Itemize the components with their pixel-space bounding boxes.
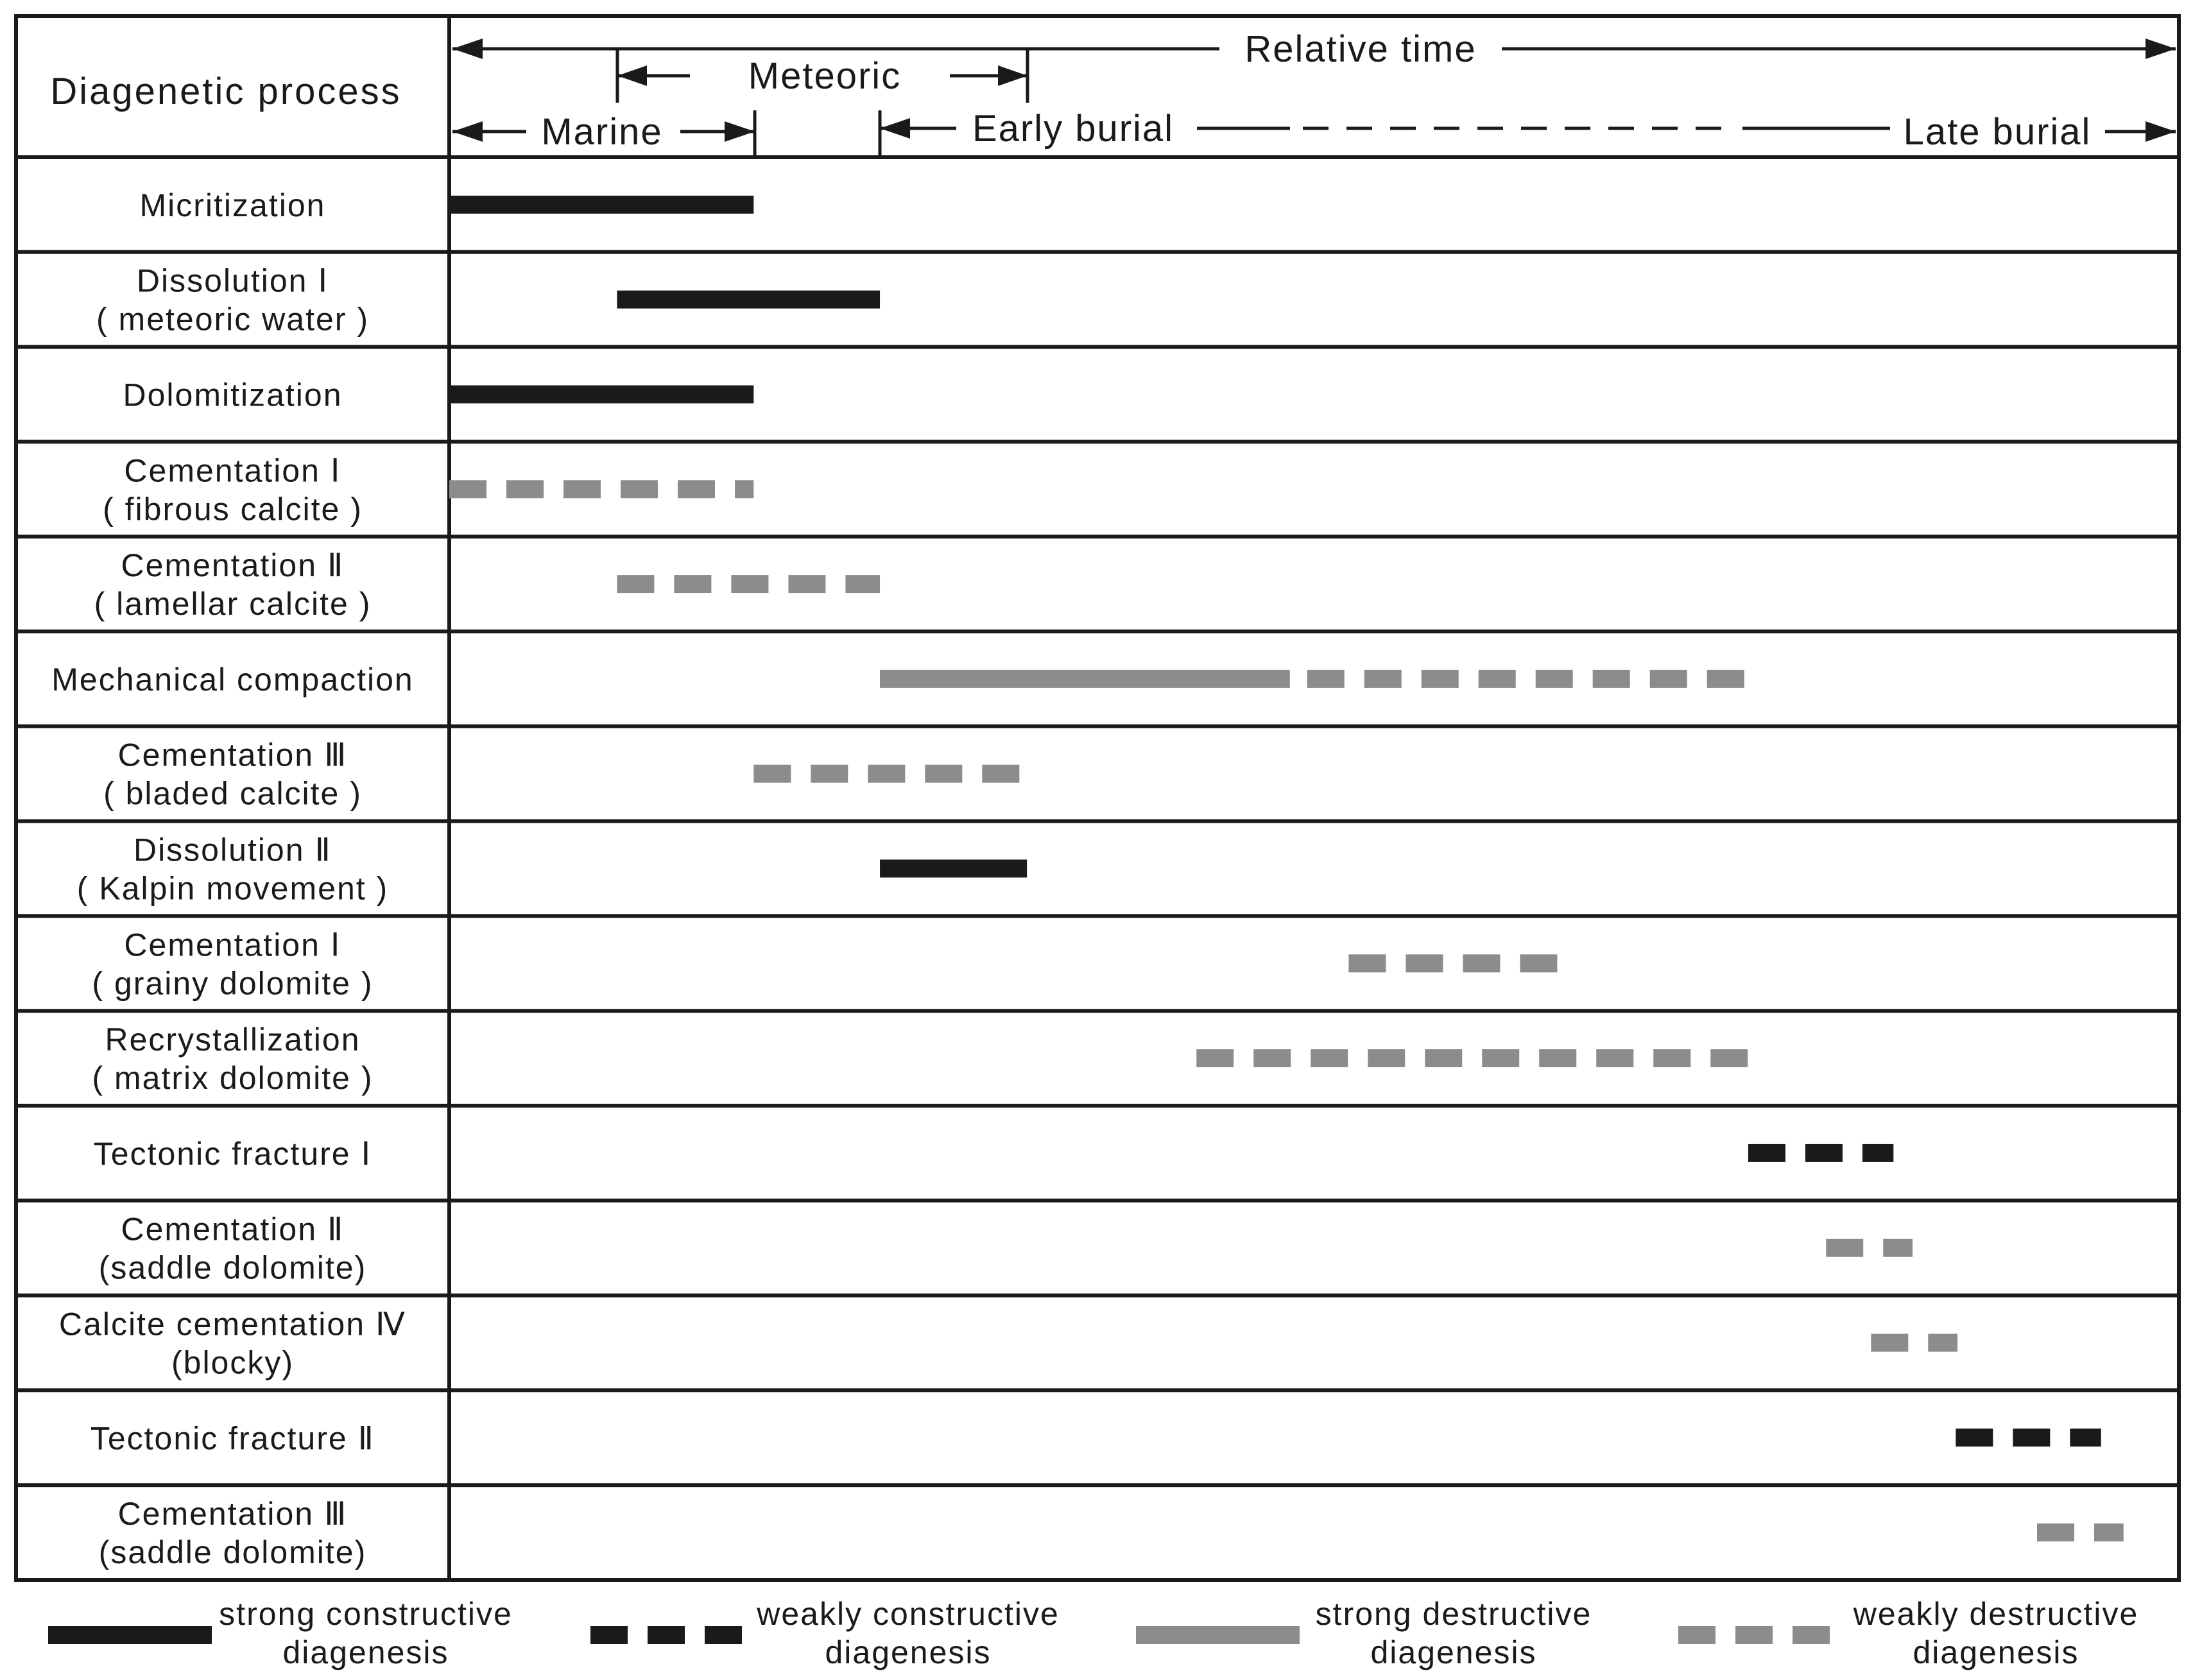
bar-dash [1710, 1049, 1748, 1067]
process-name: Cementation Ⅰ [124, 452, 341, 489]
arrow-right-icon [998, 65, 1028, 86]
bar-dash [1653, 1049, 1690, 1067]
relative-time-label: Relative time [1244, 28, 1477, 70]
bar-dash [2013, 1428, 2050, 1446]
bar-dash [1253, 1049, 1291, 1067]
legend-label: weakly destructive [1853, 1596, 2139, 1632]
late-burial-span [1904, 111, 2176, 153]
bar-segment [48, 1626, 212, 1644]
legend-item-strong-destructive [1136, 1596, 1592, 1670]
timeline-bar-strong-constructive [449, 386, 753, 404]
bar-dash [563, 480, 601, 498]
bar-dash [1539, 1049, 1576, 1067]
process-detail: ( matrix dolomite ) [92, 1060, 374, 1097]
bar-segment [449, 196, 753, 214]
timeline-bar-weakly-destructive [753, 765, 1019, 783]
legend-symbol-strong-constructive [48, 1626, 212, 1644]
process-name: Cementation Ⅱ [121, 1211, 345, 1247]
bar-dash [449, 480, 486, 498]
process-row [123, 377, 753, 413]
bar-dash [1650, 670, 1687, 688]
process-name: Cementation Ⅲ [117, 1496, 348, 1532]
bar-segment [1136, 1626, 1300, 1644]
process-detail: ( meteoric water ) [96, 301, 369, 338]
bar-dash [1871, 1334, 1908, 1352]
bar-dash [1593, 670, 1630, 688]
process-detail: ( Kalpin movement ) [76, 870, 389, 907]
bar-dash [705, 1626, 742, 1644]
process-name: Mechanical compaction [51, 661, 414, 698]
process-detail: ( lamellar calcite ) [94, 586, 372, 622]
bar-dash [1364, 670, 1402, 688]
bar-dash [674, 575, 711, 593]
process-name: Cementation Ⅲ [117, 737, 348, 773]
process-row [96, 263, 880, 338]
process-name: Cementation Ⅱ [121, 547, 345, 584]
legend-label: diagenesis [825, 1634, 992, 1670]
bar-dash [1805, 1144, 1843, 1162]
legend-item-strong-constructive [48, 1596, 513, 1670]
process-rows [51, 187, 2124, 1570]
process-detail: (saddle dolomite) [98, 1534, 367, 1571]
timeline-bar-weakly-destructive [1348, 954, 1557, 972]
bar-dash [1735, 1626, 1773, 1644]
legend-symbol-weakly-destructive [1678, 1626, 1830, 1644]
process-detail: ( bladed calcite ) [103, 775, 362, 812]
process-row [92, 927, 1557, 1001]
bar-dash [735, 480, 753, 498]
header [50, 28, 2176, 157]
legend-item-weakly-destructive [1678, 1596, 2138, 1670]
legend [48, 1596, 2138, 1670]
bar-dash [1826, 1239, 1863, 1257]
bar-dash [1707, 670, 1744, 688]
process-name: Calcite cementation Ⅳ [58, 1306, 407, 1342]
bar-dash [731, 575, 768, 593]
bar-dash [753, 765, 791, 783]
bar-dash [1482, 1049, 1519, 1067]
process-name: Dissolution Ⅱ [133, 832, 332, 868]
bar-dash [1793, 1626, 1830, 1644]
legend-label: weakly constructive [757, 1596, 1060, 1632]
timeline-bar-weakly-constructive [1956, 1428, 2101, 1446]
process-name: Cementation Ⅰ [124, 927, 341, 963]
bar-dash [1425, 1049, 1462, 1067]
process-detail: ( fibrous calcite ) [103, 491, 363, 527]
late-burial-label: Late burial [1903, 111, 2092, 153]
legend-label: diagenesis [1913, 1634, 2079, 1670]
bar-dash [1748, 1144, 1785, 1162]
process-detail: (blocky) [171, 1344, 295, 1381]
process-name: Tectonic fracture Ⅱ [90, 1420, 375, 1457]
process-row [94, 547, 880, 622]
bar-dash [1406, 954, 1443, 972]
legend-label: strong destructive [1315, 1596, 1592, 1632]
process-row [90, 1420, 2101, 1456]
bar-dash [1883, 1239, 1913, 1257]
process-row [92, 1022, 1748, 1096]
marine-label: Marine [541, 111, 663, 153]
arrow-right-icon [725, 121, 755, 142]
bar-segment [449, 386, 753, 404]
legend-label: strong constructive [219, 1596, 513, 1632]
process-row [103, 737, 1019, 812]
bar-dash [1463, 954, 1500, 972]
timeline-bar-weakly-destructive [2037, 1523, 2124, 1541]
process-name: Dissolution Ⅰ [136, 262, 329, 299]
bar-dash [621, 480, 658, 498]
bar-dash [1596, 1049, 1633, 1067]
bar-dash [648, 1626, 685, 1644]
meteoric-span [617, 50, 1028, 103]
bar-dash [1348, 954, 1386, 972]
timeline-bar-weakly-destructive [1307, 670, 1744, 688]
process-row [94, 1136, 1894, 1172]
process-name: Recrystallization [105, 1022, 361, 1058]
process-name: Dolomitization [123, 377, 343, 413]
bar-dash [845, 575, 880, 593]
arrow-left-icon [880, 118, 910, 139]
timeline-bar-weakly-destructive [617, 575, 880, 593]
bar-dash [590, 1626, 628, 1644]
bar-dash [1422, 670, 1459, 688]
bar-dash [617, 575, 654, 593]
legend-item-weakly-constructive [590, 1596, 1060, 1670]
bar-dash [1862, 1144, 1893, 1162]
bar-segment [880, 670, 1290, 688]
bar-dash [1307, 670, 1345, 688]
legend-symbol-strong-destructive [1136, 1626, 1300, 1644]
bar-dash [506, 480, 544, 498]
process-name: Micritization [139, 187, 326, 223]
timeline-bar-weakly-destructive [1196, 1049, 1748, 1067]
early-burial-label: Early burial [972, 108, 1174, 150]
timeline-bar-weakly-destructive [1871, 1334, 1957, 1352]
timeline-bar-weakly-destructive [1826, 1239, 1913, 1257]
process-row [99, 1496, 2124, 1570]
bar-dash [925, 765, 962, 783]
bar-dash [1368, 1049, 1405, 1067]
arrow-right-icon [2146, 39, 2176, 59]
timeline-bar-strong-constructive [449, 196, 753, 214]
bar-segment [617, 291, 880, 309]
bar-dash [1196, 1049, 1234, 1067]
process-detail: (saddle dolomite) [98, 1249, 367, 1286]
process-row [51, 662, 1744, 698]
bar-dash [868, 765, 905, 783]
process-row [103, 452, 753, 527]
bar-dash [811, 765, 848, 783]
process-name: Tectonic fracture Ⅰ [93, 1135, 372, 1172]
bar-dash [1479, 670, 1516, 688]
bar-dash [788, 575, 825, 593]
meteoric-label: Meteoric [748, 55, 902, 97]
bar-dash [2070, 1428, 2101, 1446]
bar-dash [1928, 1334, 1957, 1352]
bar-dash [1536, 670, 1573, 688]
bar-segment [880, 860, 1027, 878]
early-burial-span [880, 108, 1890, 157]
timeline-bar-strong-constructive [880, 860, 1027, 878]
legend-label: diagenesis [1370, 1634, 1537, 1670]
arrow-left-icon [617, 65, 647, 86]
bar-dash [2094, 1523, 2124, 1541]
timeline-bar-weakly-constructive [1748, 1144, 1893, 1162]
process-row [77, 832, 1027, 907]
arrow-left-icon [452, 39, 483, 59]
bar-dash [1956, 1428, 1993, 1446]
timeline-bar-strong-constructive [617, 291, 880, 309]
timeline-bar-strong-destructive [880, 670, 1290, 688]
arrow-right-icon [2146, 121, 2176, 142]
legend-label: diagenesis [282, 1634, 449, 1670]
bar-dash [982, 765, 1019, 783]
relative-time-span [452, 28, 2176, 70]
process-detail: ( grainy dolomite ) [92, 965, 374, 1002]
legend-symbol-weakly-constructive [590, 1626, 742, 1644]
process-row [59, 1307, 1957, 1381]
bar-dash [1311, 1049, 1348, 1067]
process-row [140, 187, 754, 223]
column-title: Diagenetic process [50, 71, 402, 112]
arrow-left-icon [452, 121, 483, 142]
timeline-bar-weakly-destructive [449, 480, 753, 498]
bar-dash [1520, 954, 1557, 972]
bar-dash [1678, 1626, 1716, 1644]
process-row [99, 1212, 1913, 1286]
bar-dash [2037, 1523, 2074, 1541]
bar-dash [678, 480, 715, 498]
marine-span [452, 110, 755, 157]
